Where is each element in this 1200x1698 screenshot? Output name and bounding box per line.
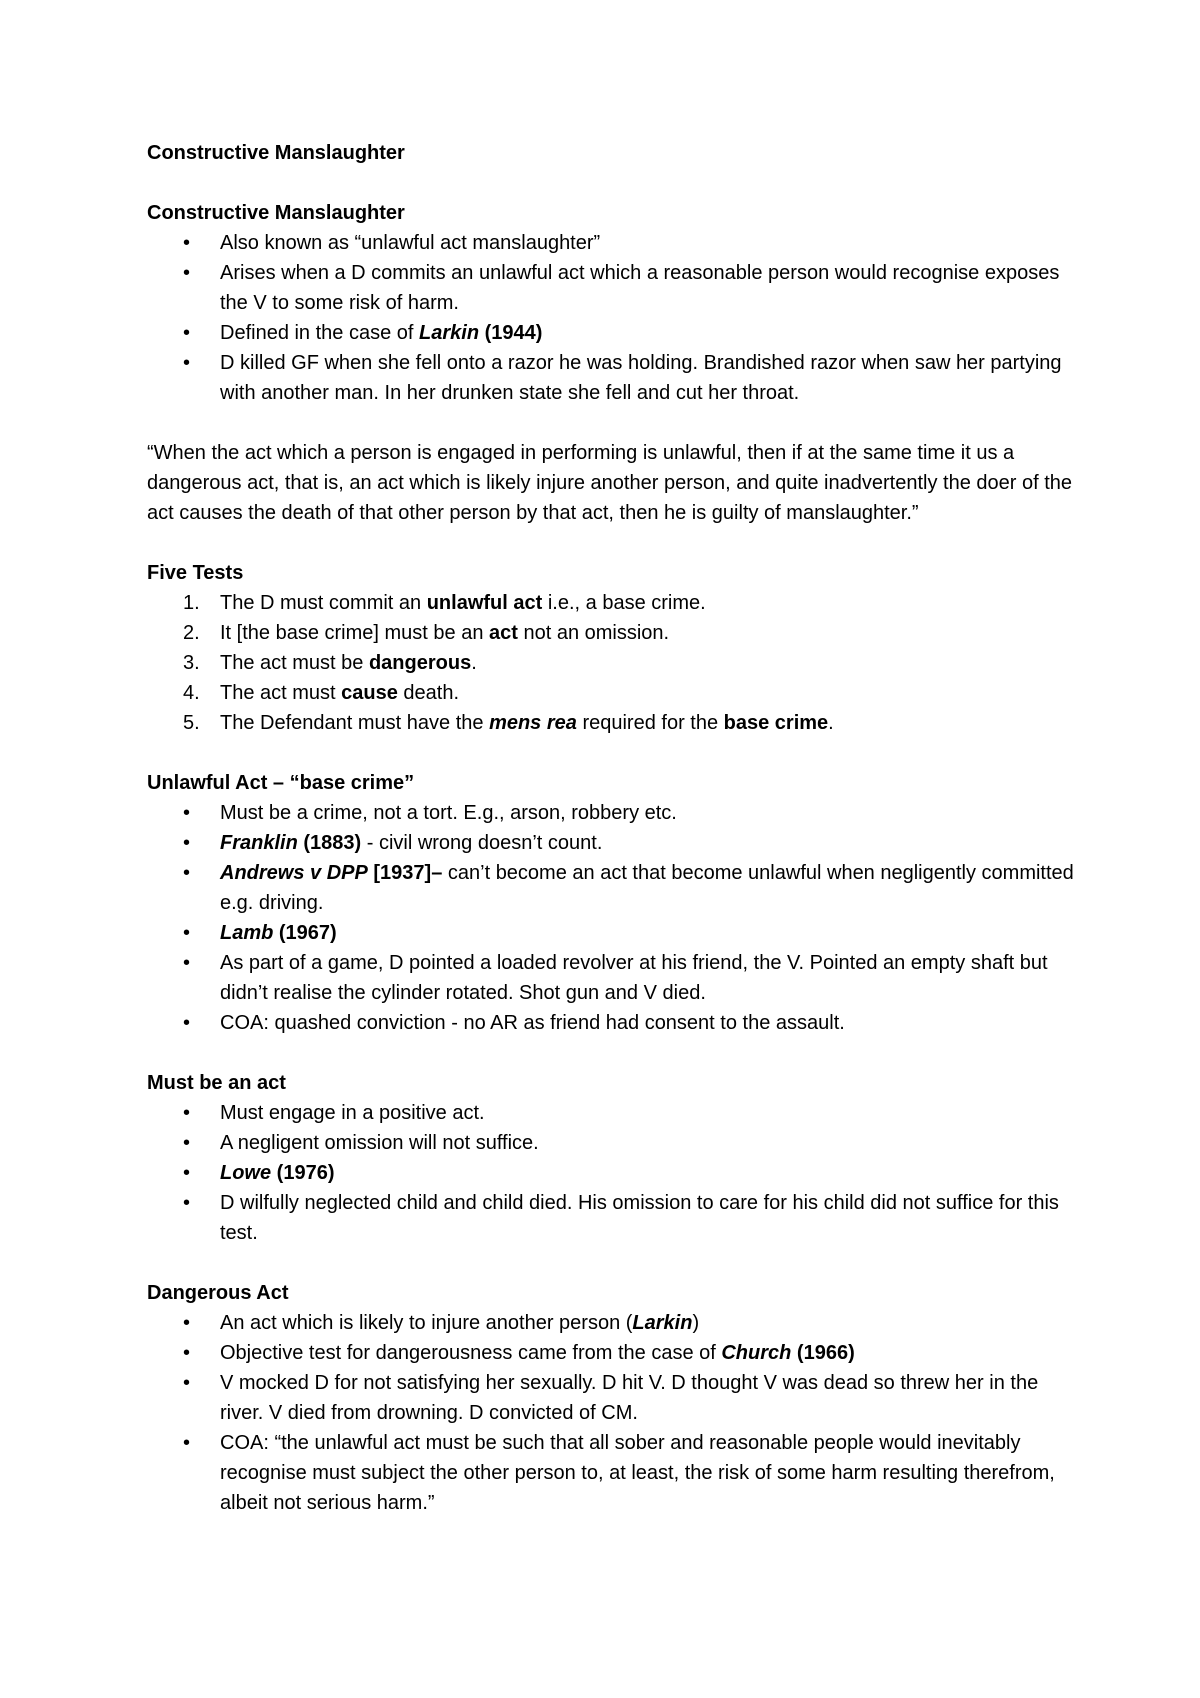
list-item <box>147 1188 1077 1248</box>
list-item <box>147 348 1077 408</box>
list-item <box>147 1428 1077 1518</box>
section-heading-must-be-an-act: Must be an act <box>147 1072 286 1094</box>
list-item-text: Also known as “unlawful act manslaughter” <box>220 232 601 254</box>
list-item-text: Defined in the case of <box>220 322 420 344</box>
list-item-text: required for the <box>576 712 724 734</box>
list-item-text: As part of a game, D pointed a loaded revolver at his friend, the V. Pointed an empty shaft but didn’t realise the cylinder rotated. Shot gun and V died. <box>220 952 1048 1004</box>
list-item-text: The D must commit an <box>220 592 427 614</box>
list-item <box>147 678 1077 708</box>
case-year: (1944) <box>479 322 543 344</box>
bullet-icon: • <box>183 1162 191 1184</box>
case-year: (1883) <box>297 832 362 854</box>
judicial-quote: “When the act which a person is engaged in performing is unlawful, then if at the same time it us a dangerous act, that is, an act which is likely injure another person, and quite inadvertently the doer of the act causes the death of that other person by that act, then he is guilty of manslaughter.” <box>147 442 1072 524</box>
emphasis: unlawful act <box>426 592 543 614</box>
list-item <box>147 708 1077 738</box>
list-item <box>147 228 1077 258</box>
list-number: 5. <box>183 712 200 734</box>
case-name: Larkin <box>632 1312 693 1334</box>
emphasis: base crime <box>723 712 829 734</box>
case-name: Franklin <box>220 832 298 854</box>
bullet-icon: • <box>183 952 191 974</box>
bullet-icon: • <box>183 1102 191 1124</box>
list-item <box>147 1128 1077 1158</box>
section-heading-unlawful-act: Unlawful Act – “base crime” <box>147 772 415 794</box>
bullet-icon: • <box>183 1192 191 1214</box>
list-number: 1. <box>183 592 200 614</box>
bullet-icon: • <box>183 352 191 374</box>
list-item-text: D wilfully neglected child and child died. His omission to care for his child did not suffice for this test. <box>220 1192 1059 1244</box>
list-item-text: . <box>471 652 477 674</box>
case-year: (1976) <box>271 1162 335 1184</box>
must-be-act-list <box>147 1098 1077 1248</box>
list-item <box>147 828 1077 858</box>
bullet-icon: • <box>183 1132 191 1154</box>
case-name: Andrews v DPP <box>220 862 368 884</box>
case-year: [1937]– <box>367 862 443 884</box>
list-item-text: COA: “the unlawful act must be such that all sober and reasonable people would inevitably recognise must subject the other person to, at least, the risk of some harm resulting therefrom, albeit not serious harm.” <box>220 1432 1055 1514</box>
list-item-text: - civil wrong doesn’t count. <box>361 832 603 854</box>
list-item <box>147 588 1077 618</box>
dangerous-act-list <box>147 1308 1077 1518</box>
list-item-text: not an omission. <box>517 622 670 644</box>
emphasis: dangerous <box>368 652 472 674</box>
list-item-text: Must engage in a positive act. <box>220 1102 485 1124</box>
list-item <box>147 1308 1077 1338</box>
list-item <box>147 918 1077 948</box>
case-year: (1966) <box>791 1342 855 1364</box>
bullet-icon: • <box>183 922 191 944</box>
list-item <box>147 858 1077 918</box>
five-tests-list <box>147 588 1077 738</box>
emphasis: cause <box>341 682 398 704</box>
list-item <box>147 1338 1077 1368</box>
list-item <box>147 1098 1077 1128</box>
list-item <box>147 618 1077 648</box>
bullet-icon: • <box>183 262 191 284</box>
unlawful-act-list <box>147 798 1077 1038</box>
list-item-text: . <box>828 712 834 734</box>
list-item <box>147 1158 1077 1188</box>
bullet-icon: • <box>183 1012 191 1034</box>
bullet-icon: • <box>183 1432 191 1454</box>
list-item <box>147 1368 1077 1428</box>
list-item <box>147 798 1077 828</box>
list-item <box>147 648 1077 678</box>
section-heading-dangerous-act: Dangerous Act <box>147 1282 289 1304</box>
case-name: Larkin <box>419 322 480 344</box>
case-name: Lowe <box>220 1162 272 1184</box>
list-item-text: Objective test for dangerousness came from the case of <box>220 1342 722 1364</box>
list-item-text: It [the base crime] must be an <box>220 622 490 644</box>
list-number: 4. <box>183 682 200 704</box>
case-year: (1967) <box>273 922 337 944</box>
list-item-text: ) <box>692 1312 700 1334</box>
bullet-icon: • <box>183 862 191 884</box>
list-item-text: The Defendant must have the <box>220 712 490 734</box>
bullet-icon: • <box>183 232 191 254</box>
list-item-text: V mocked D for not satisfying her sexually. D hit V. D thought V was dead so threw her in the river. V died from drowning. D convicted of CM. <box>220 1372 1039 1424</box>
list-item-text: D killed GF when she fell onto a razor he was holding. Brandished razor when saw her partying with another man. In her drunken state she fell and cut her throat. <box>220 352 1062 404</box>
list-item-text: An act which is likely to injure another person ( <box>220 1312 633 1334</box>
bullet-icon: • <box>183 1372 191 1394</box>
list-number: 2. <box>183 622 200 644</box>
bullet-icon: • <box>183 1342 191 1364</box>
list-item-text: The act must be <box>220 652 369 674</box>
bullet-icon: • <box>183 802 191 824</box>
list-item <box>147 258 1077 318</box>
list-item <box>147 318 1077 348</box>
list-item-text: death. <box>397 682 460 704</box>
section-heading-five-tests: Five Tests <box>147 562 244 584</box>
page-title: Constructive Manslaughter <box>147 142 405 164</box>
section-heading-constructive-manslaughter: Constructive Manslaughter <box>147 202 405 224</box>
list-item-text: The act must <box>220 682 342 704</box>
list-item-text: i.e., a base crime. <box>542 592 706 614</box>
list-item <box>147 948 1077 1008</box>
bullet-icon: • <box>183 1312 191 1334</box>
list-item-text: can’t become an act that become unlawful when negligently committed e.g. driving. <box>220 862 1074 914</box>
list-item-text: A negligent omission will not suffice. <box>220 1132 539 1154</box>
list-item-text: COA: quashed conviction - no AR as friend had consent to the assault. <box>220 1012 845 1034</box>
case-name: Church <box>721 1342 792 1364</box>
list-item <box>147 1008 1077 1038</box>
emphasis: act <box>489 622 518 644</box>
case-name: Lamb <box>220 922 274 944</box>
document-content <box>147 138 1077 1518</box>
emphasis: mens rea <box>489 712 577 734</box>
bullet-icon: • <box>183 322 191 344</box>
list-item-text: Must be a crime, not a tort. E.g., arson, robbery etc. <box>220 802 677 824</box>
intro-bullet-list <box>147 228 1077 408</box>
list-number: 3. <box>183 652 200 674</box>
bullet-icon: • <box>183 832 191 854</box>
list-item-text: Arises when a D commits an unlawful act which a reasonable person would recognise exposes the V to some risk of harm. <box>220 262 1060 314</box>
